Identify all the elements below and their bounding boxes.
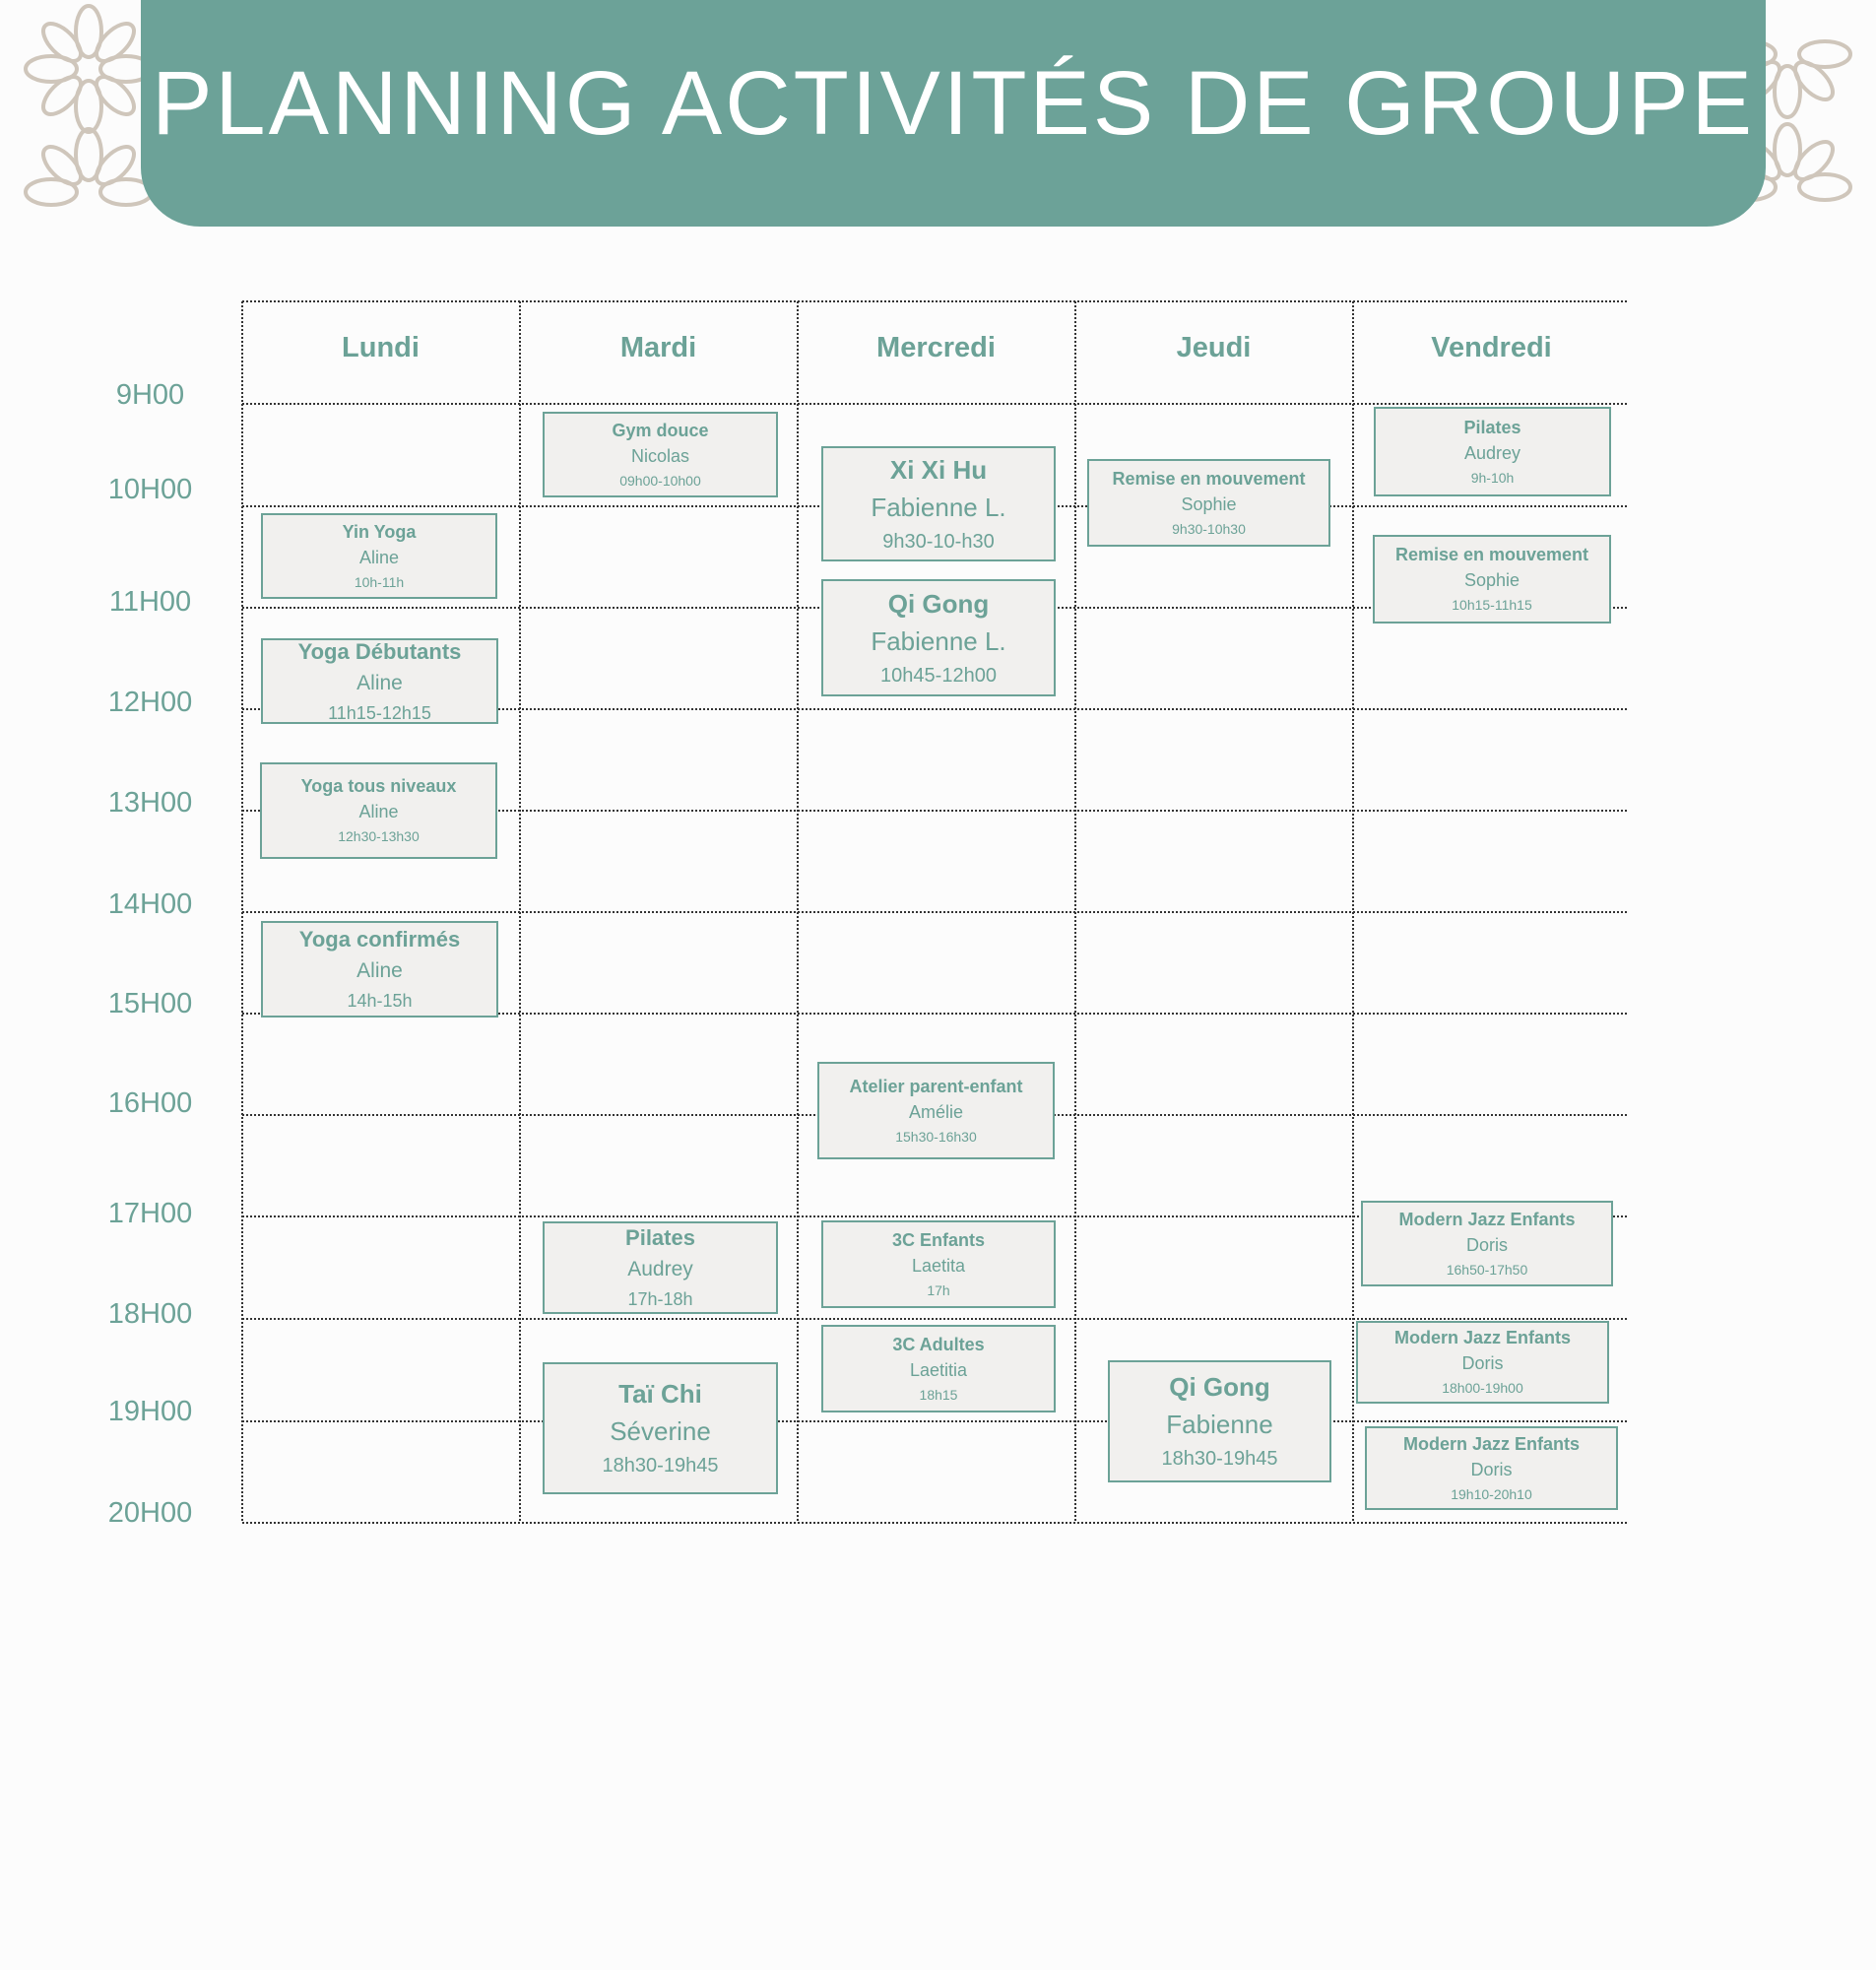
day-header: Lundi [342, 332, 420, 363]
event-instructor: Aline [358, 547, 400, 567]
event-card[interactable] [821, 579, 1056, 696]
event-instructor: Fabienne [1166, 1410, 1273, 1439]
day-header: Vendredi [1431, 332, 1552, 363]
time-label: 9H00 [115, 379, 185, 411]
event-name: Qi Gong [1169, 1372, 1270, 1402]
event-time: 10h45-12h00 [880, 664, 997, 687]
event-time: 9h30-10h30 [1172, 520, 1246, 537]
event-time: 18h00-19h00 [1442, 1380, 1523, 1396]
event-time: 16h50-17h50 [1446, 1261, 1528, 1278]
event-name: Yoga tous niveaux [300, 776, 457, 796]
event-name: Taï Chi [618, 1379, 702, 1409]
event-card[interactable] [260, 762, 497, 859]
time-label: 16H00 [107, 1087, 193, 1119]
event-instructor: Fabienne L. [871, 625, 1006, 656]
event-time: 14h-15h [347, 991, 413, 1011]
event-instructor: Séverine [610, 1416, 711, 1446]
event-instructor: Sophie [1463, 570, 1520, 590]
event-name: Xi Xi Hu [889, 454, 988, 485]
event-instructor: Audrey [1463, 442, 1521, 463]
event-time: 17h-18h [627, 1289, 693, 1309]
event-name: Remise en mouvement [1112, 468, 1306, 489]
event-name: 3C Adultes [892, 1334, 985, 1354]
event-instructor: Doris [1465, 1234, 1508, 1255]
event-card[interactable] [821, 1220, 1056, 1308]
event-time: 18h15 [919, 1386, 958, 1403]
time-label: 19H00 [107, 1396, 193, 1427]
time-label: 14H00 [107, 888, 193, 920]
event-name: Gym douce [612, 420, 709, 440]
event-time: 9h30-10-h30 [882, 530, 995, 553]
event-time: 10h15-11h15 [1452, 597, 1532, 613]
event-instructor: Doris [1461, 1353, 1504, 1373]
event-instructor: Doris [1470, 1459, 1513, 1479]
time-label: 13H00 [107, 787, 193, 819]
event-name: Modern Jazz Enfants [1398, 1209, 1576, 1229]
time-label: 11H00 [108, 586, 192, 618]
day-header: Mardi [619, 332, 697, 363]
event-card[interactable] [543, 1362, 778, 1494]
event-instructor: Amélie [908, 1101, 964, 1122]
event-card[interactable] [1374, 407, 1611, 496]
event-name: Yoga confirmés [298, 927, 461, 952]
event-name: Remise en mouvement [1394, 545, 1589, 564]
event-card[interactable] [1365, 1426, 1618, 1510]
time-label: 20H00 [107, 1497, 193, 1529]
event-name: Pilates [625, 1225, 695, 1250]
event-time: 10h-11h [354, 573, 405, 590]
event-name: 3C Enfants [891, 1229, 986, 1250]
event-instructor: Audrey [627, 1258, 693, 1280]
event-card[interactable] [543, 1221, 778, 1314]
event-time: 18h30-19h45 [602, 1455, 719, 1477]
leaf-ornament-left-icon [0, 0, 158, 231]
event-instructor: Fabienne L. [871, 492, 1006, 522]
event-name: Qi Gong [887, 588, 990, 619]
time-label: 12H00 [107, 687, 193, 718]
event-instructor: Aline [356, 671, 403, 694]
event-card[interactable] [1373, 535, 1611, 624]
time-label: 18H00 [107, 1298, 193, 1330]
event-instructor: Laetita [911, 1255, 966, 1276]
event-instructor: Nicolas [630, 445, 690, 466]
event-card[interactable] [817, 1062, 1055, 1159]
day-header: Jeudi [1176, 332, 1252, 363]
event-card[interactable] [543, 412, 778, 497]
event-time: 12h30-13h30 [338, 828, 420, 844]
event-instructor: Laetitia [909, 1359, 968, 1380]
event-card[interactable] [1361, 1201, 1613, 1286]
event-time: 9h-10h [1470, 469, 1515, 486]
event-time: 11h15-12h15 [328, 702, 431, 723]
day-header: Mercredi [876, 332, 996, 363]
event-card[interactable] [821, 1325, 1056, 1412]
event-card[interactable] [1108, 1360, 1331, 1482]
event-time: 17h [927, 1281, 950, 1298]
event-name: Pilates [1463, 417, 1521, 437]
event-card[interactable] [261, 638, 498, 724]
event-instructor: Sophie [1181, 493, 1237, 514]
time-label: 17H00 [107, 1198, 193, 1229]
event-name: Yoga Débutants [297, 638, 462, 664]
event-name: Modern Jazz Enfants [1402, 1433, 1581, 1454]
time-label: 15H00 [107, 988, 193, 1019]
event-name: Yin Yoga [342, 521, 417, 542]
event-instructor: Aline [358, 802, 399, 821]
event-name: Modern Jazz Enfants [1393, 1328, 1572, 1347]
time-label: 10H00 [107, 474, 193, 505]
event-card[interactable] [261, 921, 498, 1018]
event-time: 15h30-16h30 [895, 1128, 977, 1145]
event-card[interactable] [1356, 1321, 1609, 1404]
event-instructor: Aline [356, 959, 403, 982]
event-time: 19h10-20h10 [1451, 1485, 1532, 1502]
event-card[interactable] [1087, 459, 1330, 547]
page-title: PLANNING ACTIVITÉS DE GROUPE [152, 53, 1755, 154]
event-time: 18h30-19h45 [1161, 1448, 1278, 1470]
event-card[interactable] [821, 446, 1056, 561]
event-card[interactable] [261, 513, 497, 599]
event-name: Atelier parent-enfant [849, 1076, 1023, 1096]
event-time: 09h00-10h00 [619, 472, 701, 489]
